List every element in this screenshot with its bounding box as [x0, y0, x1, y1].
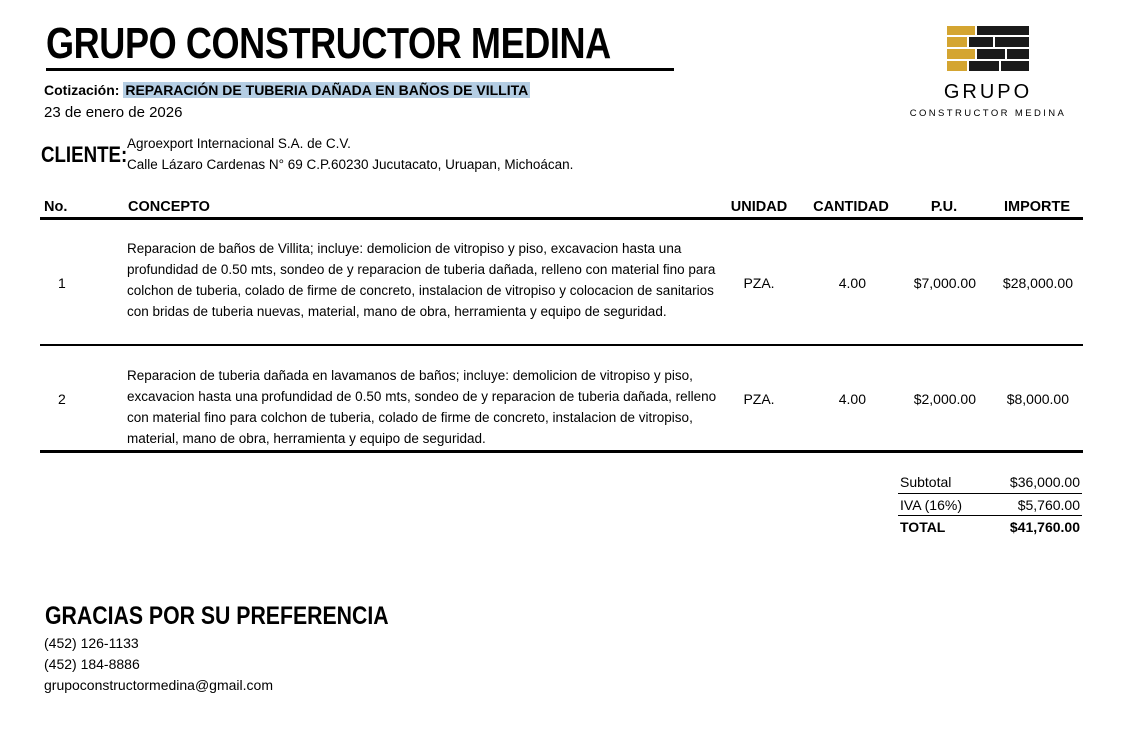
header-rule — [40, 217, 1083, 220]
client-address: Calle Lázaro Cardenas N° 69 C.P.60230 Jucutacato, Uruapan, Michoácan. — [127, 157, 574, 172]
table-bottom-rule — [40, 450, 1083, 453]
phone-1[interactable]: (452) 126-1133 — [44, 635, 139, 651]
row-1-importe: $28,000.00 — [1002, 275, 1073, 291]
row-1-no: 1 — [58, 275, 66, 291]
client-name: Agroexport Internacional S.A. de C.V. — [127, 136, 351, 151]
col-header-importe: IMPORTE — [1003, 199, 1071, 215]
company-name: GRUPO CONSTRUCTOR MEDINA — [46, 19, 611, 68]
email-link[interactable]: grupoconstructormedina@gmail.com — [44, 677, 273, 693]
col-header-pu: P.U. — [930, 199, 958, 215]
logo-dark-bar-2 — [969, 37, 993, 47]
logo-dark-bar-3 — [995, 37, 1029, 47]
row-2-unidad: PZA. — [743, 391, 775, 407]
logo-subtitle: CONSTRUCTOR MEDINA — [909, 108, 1067, 119]
row-1-unidad: PZA. — [743, 275, 775, 291]
row-2-cantidad: 4.00 — [838, 391, 866, 407]
row-2-concepto: Reparacion de tuberia dañada en lavamanos de baños; incluye: demolicion de vitropiso y piso, excavacion hasta una profundidad de 0.50 mts, sondeo de y reparacion de tuberia dañada, relleno con material fino para colchon de tuberia, colado de firme de concreto, instalacion de vitropiso, material, mano de obra, herramienta y equipo de seguridad. — [127, 368, 717, 446]
row-2-no: 2 — [58, 391, 66, 407]
subtotal-label: Subtotal — [900, 474, 952, 490]
row-1-pu: $7,000.00 — [913, 275, 976, 291]
logo-dark-bar-7 — [1001, 61, 1029, 71]
total-label: TOTAL — [900, 519, 946, 535]
logo-dark-bar-6 — [969, 61, 999, 71]
quote-line — [44, 81, 530, 99]
logo-dark-bar-1 — [977, 26, 1029, 35]
logo-word: GRUPO — [943, 81, 1033, 103]
logo-gold-bar-1 — [947, 26, 975, 35]
quote-label: Cotización: — [44, 82, 120, 98]
col-header-unidad: UNIDAD — [730, 199, 788, 215]
logo-gold-bar-4 — [947, 61, 967, 71]
logo-gold-bar-3 — [947, 49, 975, 59]
client-label: CLIENTE: — [41, 142, 128, 167]
logo-dark-bar-4 — [977, 49, 1005, 59]
quote-date: 23 de enero de 2026 — [44, 104, 183, 121]
phone-2[interactable]: (452) 184-8886 — [44, 656, 140, 672]
col-header-concepto: CONCEPTO — [128, 199, 210, 215]
row-1-cantidad: 4.00 — [838, 275, 866, 291]
quote-title[interactable]: REPARACIÓN DE TUBERIA DAÑADA EN BAÑOS DE VILLITA — [125, 82, 529, 98]
subtotal-rule — [898, 493, 1082, 494]
logo-dark-bar-5 — [1007, 49, 1029, 59]
col-header-no: No. — [44, 199, 68, 215]
subtotal-value: $36,000.00 — [1009, 474, 1080, 490]
iva-rule — [898, 515, 1082, 516]
iva-value: $5,760.00 — [1017, 497, 1080, 513]
col-header-cantidad: CANTIDAD — [813, 199, 889, 215]
row-divider — [40, 344, 1083, 346]
title-underline — [46, 68, 674, 71]
logo-gold-bar-2 — [947, 37, 967, 47]
company-logo-icon — [944, 24, 1032, 74]
row-2-importe: $8,000.00 — [1006, 391, 1069, 407]
total-value: $41,760.00 — [1009, 519, 1080, 535]
row-2-pu: $2,000.00 — [913, 391, 976, 407]
thanks-message: GRACIAS POR SU PREFERENCIA — [45, 602, 389, 630]
row-1-concepto: Reparacion de baños de Villita; incluye: demolicion de vitropiso y piso, excavacion hasta una profundidad de 0.50 mts, sondeo de y reparacion de tuberia dañada, relleno con material fino para colchon de tuberia, colado de firme de concreto, instalacion de vitropiso y colocacion de sanitarios con bridas de tuberia nuevas, material, mano de obra, herramienta y equipo de seguridad. — [127, 241, 716, 319]
iva-label: IVA (16%) — [900, 497, 962, 513]
